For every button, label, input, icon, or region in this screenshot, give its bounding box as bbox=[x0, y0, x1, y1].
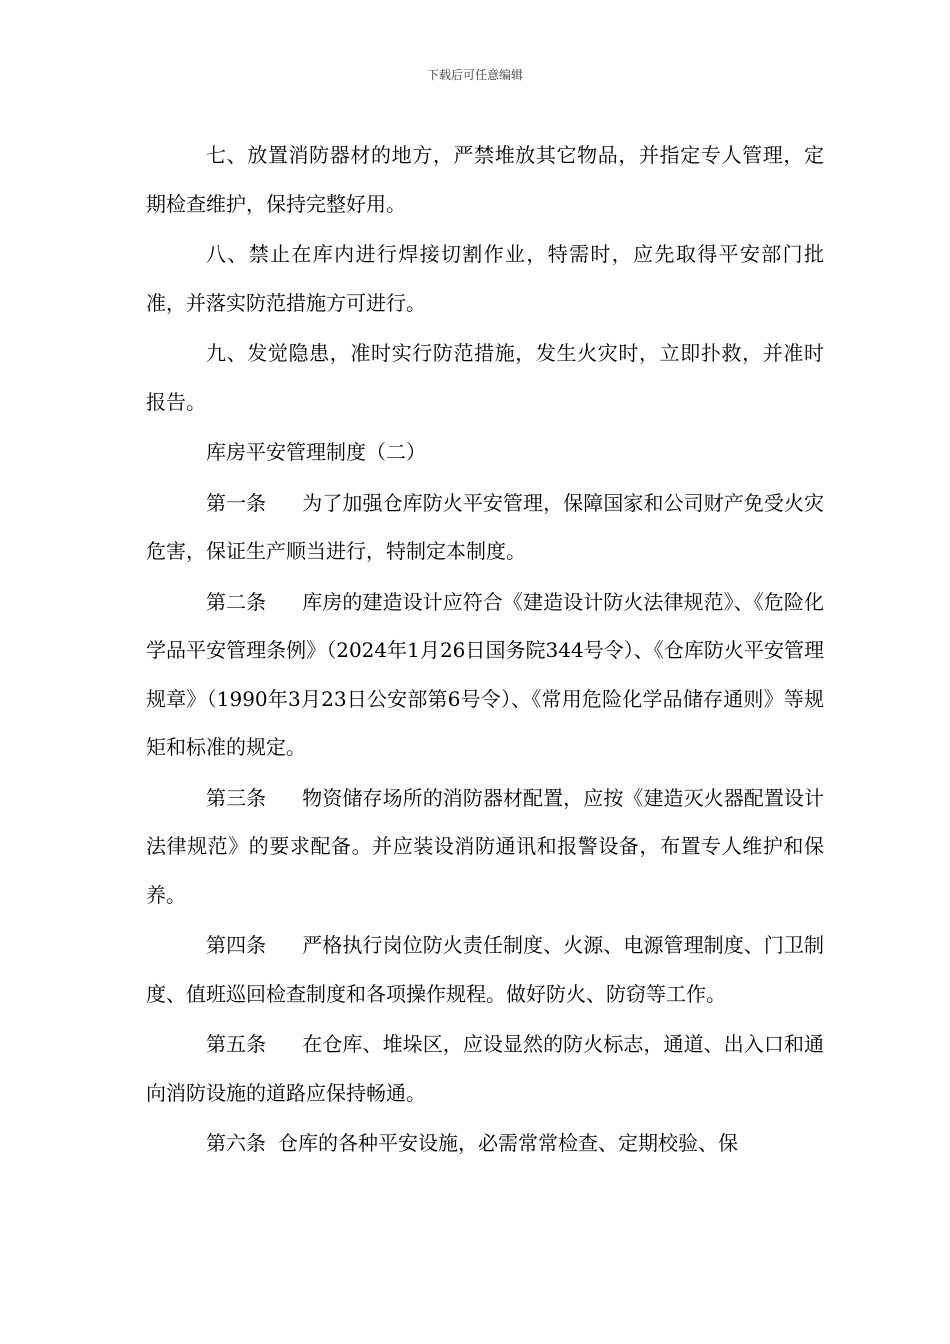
article-text: 物资储存场所的消防器材配置，应按《建造灭火器配置设计法律规范》的要求配备。并应装设消防通讯和报警设备，布置专人维护和保养。 bbox=[146, 785, 825, 907]
paragraph-7-fire-equipment bbox=[146, 131, 824, 228]
section-title-text: 库房平安管理制度（二） bbox=[206, 440, 426, 464]
article-number: 第四条 bbox=[206, 933, 267, 957]
article-text: 严格执行岗位防火责任制度、火源、电源管理制度、门卫制度、值班巡回检查制度和各项操作规程。做好防火、防窃等工作。 bbox=[146, 933, 825, 1006]
article-number: 第一条 bbox=[206, 490, 267, 515]
article-5 bbox=[146, 1020, 824, 1117]
article-4 bbox=[146, 921, 824, 1018]
paragraph-text: 七、放置消防器材的地方，严禁堆放其它物品，并指定专人管理，定期检查维护，保持完整好用。 bbox=[146, 143, 824, 216]
article-text: 仓库的各种平安设施，必需常常检查、定期校验、保 bbox=[278, 1131, 738, 1155]
article-text: 在仓库、堆垛区，应设显然的防火标志，通道、出入口和通向消防设施的道路应保持畅通。 bbox=[146, 1032, 825, 1105]
page-header-note: 下载后可任意编辑 bbox=[426, 68, 523, 82]
article-number: 第二条 bbox=[206, 589, 267, 614]
article-2 bbox=[146, 578, 824, 772]
paragraph-9-hazard-handling bbox=[146, 329, 824, 426]
article-1 bbox=[146, 479, 824, 576]
article-number: 第六条 bbox=[206, 1131, 266, 1155]
article-number: 第五条 bbox=[206, 1032, 267, 1056]
document-body bbox=[146, 131, 824, 1170]
article-3 bbox=[146, 774, 824, 920]
article-number: 第三条 bbox=[206, 785, 267, 810]
section-title bbox=[146, 428, 824, 477]
paragraph-8-welding-ban bbox=[146, 230, 824, 327]
article-text: 为了加强仓库防火平安管理，保障国家和公司财产免受火灾危害，保证生产顺当进行，特制定本制度。 bbox=[146, 490, 825, 563]
paragraph-text: 九、发觉隐患，准时实行防范措施，发生火灾时，立即扑救，并准时报告。 bbox=[146, 341, 824, 414]
article-text: 库房的建造设计应符合《建造设计防火法律规范》、《危险化学品平安管理条例》（2024年1月26日国务院344号令）、《仓库防火平安管理规章》（1990年3月23日公安部第6号令）、《常用危险化学品储存通则》等规矩和标准的规定。 bbox=[146, 589, 825, 759]
paragraph-text: 八、禁止在库内进行焊接切割作业，特需时，应先取得平安部门批准，并落实防范措施方可进行。 bbox=[146, 242, 824, 315]
article-6 bbox=[146, 1119, 824, 1168]
